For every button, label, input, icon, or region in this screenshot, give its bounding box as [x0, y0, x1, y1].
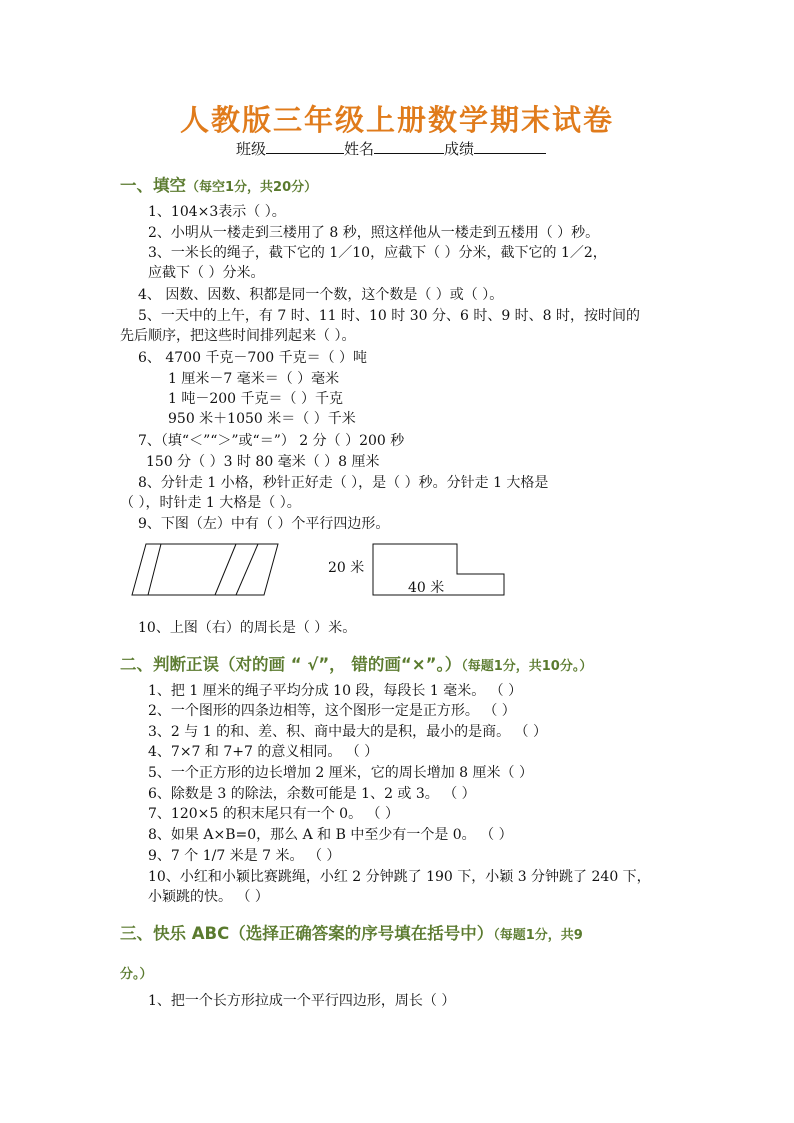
page-title: 人教版三年级上册数学期末试卷: [179, 103, 614, 137]
fill-q3-line1: 3、一米长的绳子，截下它的 1／10，应截下（ ）分米，截下它的 1／2，: [148, 245, 607, 261]
choice-q1: 1、把一个长方形拉成一个平行四边形，周长（ ）: [148, 993, 456, 1009]
label-40-meters: 40 米: [408, 580, 445, 596]
student-info-row: [236, 138, 546, 159]
section-3-heading: [120, 920, 583, 944]
outer-parallelogram: [132, 544, 278, 595]
fill-q4: 4、 因数、因数、积都是同一个数，这个数是（ ）或（ ）。: [138, 287, 504, 303]
fill-q7-b: 150 分（ ）3 时 80 毫米（ ）8 厘米: [146, 454, 380, 470]
section-2-title: 二、判断正误（对的画 “ √”， 错的画“×”。）: [120, 655, 462, 674]
section-3-title: 三、快乐 ABC（选择正确答案的序号填在括号中）: [120, 924, 494, 943]
judge-q9: 9、7 个 1/7 米是 7 米。 （ ）: [148, 848, 341, 864]
judge-q1: 1、把 1 厘米的绳子平均分成 10 段，每段长 1 毫米。 （ ）: [148, 683, 523, 699]
fill-q6-d: 950 米＋1050 米＝（ ）千米: [168, 411, 356, 427]
judge-q7: 7、120×5 的积末尾只有一个 0。 （ ）: [148, 806, 399, 822]
fill-q6-a: 6、 4700 千克－700 千克＝（ ）吨: [138, 350, 368, 366]
fill-q8-line2: （ ），时针走 1 大格是（ ）。: [120, 495, 301, 511]
class-label: 班级: [236, 140, 267, 158]
parallelogram-figure: [132, 543, 280, 597]
fill-q1: 1、104×3表示（ ）。: [148, 204, 286, 220]
section-1-note: （每空1分，共20分）: [186, 180, 318, 195]
fill-q9: 9、下图（左）中有（ ）个平行四边形。: [138, 516, 390, 532]
section-1-title: 一、填空: [120, 176, 186, 195]
fill-q5-line1: 5、一天中的上午，有 7 时、11 时、10 时 30 分、6 时、9 时、8 时，按时间的: [138, 308, 641, 324]
class-blank: [266, 139, 344, 154]
divider-line-3: [236, 544, 258, 595]
fill-q5-line2: 先后顺序，把这些时间排列起来（ ）。: [120, 328, 356, 344]
divider-line-2: [215, 544, 236, 595]
section-2-heading: [120, 651, 592, 675]
judge-q6: 6、除数是 3 的除法，余数可能是 1、2 或 3。 （ ）: [148, 786, 476, 802]
name-label: 姓名: [344, 140, 375, 158]
fill-q3-line2: 应截下（ ）分米。: [148, 265, 265, 281]
section-3-heading-cont: [120, 963, 153, 982]
judge-q4: 4、7×7 和 7+7 的意义相同。 （ ）: [148, 744, 379, 760]
fill-q6-c: 1 吨－200 千克＝（ ）千克: [168, 391, 343, 407]
fill-q7-a: 7、（填“＜”“＞”或“＝”） 2 分（ ）200 秒: [138, 433, 405, 449]
judge-q3: 3、2 与 1 的和、差、积、商中最大的是积，最小的是商。 （ ）: [148, 724, 547, 740]
section-3-note: （每题1分，共9: [493, 928, 583, 943]
fill-q10: 10、上图（右）的周长是（ ）米。: [138, 620, 357, 636]
section-1-heading: [120, 172, 317, 196]
judge-q8: 8、如果 A×B=0，那么 A 和 B 中至少有一个是 0。 （ ）: [148, 827, 513, 843]
score-label: 成绩: [444, 140, 475, 158]
divider-line-1: [148, 544, 161, 595]
name-blank: [374, 139, 444, 154]
label-20-meters: 20 米: [328, 560, 365, 576]
judge-q10-line2: 小颖跳的快。 （ ）: [148, 889, 269, 905]
score-blank: [474, 139, 546, 154]
judge-q5: 5、一个正方形的边长增加 2 厘米，它的周长增加 8 厘米（ ）: [148, 765, 533, 781]
judge-q10-line1: 10、小红和小颖比赛跳绳，小红 2 分钟跳了 190 下，小颖 3 分钟跳了 240 下，: [148, 869, 651, 885]
section-3-note-cont: 分。）: [120, 967, 153, 982]
fill-q6-b: 1 厘米－7 毫米＝（ ）毫米: [168, 371, 340, 387]
section-2-note: （每题1分，共10分。）: [461, 659, 593, 674]
judge-q2: 2、一个图形的四条边相等，这个图形一定是正方形。 （ ）: [148, 703, 516, 719]
fill-q2: 2、小明从一楼走到三楼用了 8 秒，照这样他从一楼走到五楼用（ ）秒。: [148, 225, 600, 241]
fill-q8-line1: 8、分针走 1 小格，秒针正好走（ ），是（ ）秒。分针走 1 大格是: [138, 475, 549, 491]
